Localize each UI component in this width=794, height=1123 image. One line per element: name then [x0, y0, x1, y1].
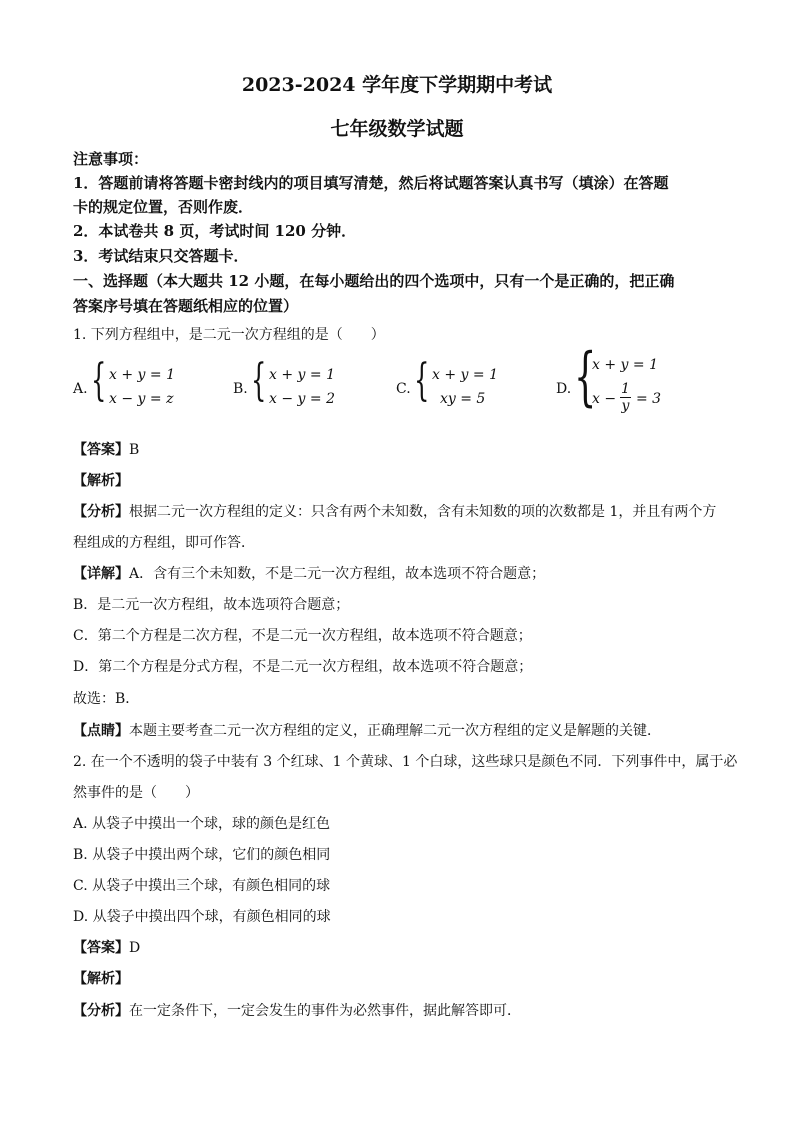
q2-option-a: A. 从袋子中摸出一个球，球的颜色是红色	[73, 816, 331, 832]
brace-icon: {	[414, 355, 430, 406]
q2-fenxi	[73, 1000, 521, 1020]
fraction	[620, 381, 631, 414]
q1-dianjing	[73, 720, 661, 740]
q2-option-b: B. 从袋子中摸出两个球，它们的颜色相同	[73, 847, 331, 863]
answer-value: D	[129, 940, 141, 956]
notes-item-2: 2．本试卷共 8 页，考试时间 120 分钟．	[73, 222, 357, 240]
brace-icon: {	[251, 355, 267, 406]
answer-tag: 【答案】	[73, 940, 129, 956]
equation-1: x + y = 1	[269, 367, 335, 383]
q1-xiangjie-a	[73, 563, 545, 583]
xiangjie-tag: 【详解】	[73, 566, 129, 582]
equation-1: x + y = 1	[592, 357, 658, 373]
equation-2: x − y = z	[109, 391, 174, 407]
brace-icon: {	[574, 340, 597, 414]
question-1-stem: 1. 下列方程组中，是二元一次方程组的是（ ）	[73, 327, 385, 343]
fenxi-tag: 【分析】	[73, 1003, 129, 1019]
q2-answer	[73, 937, 140, 957]
q1-xiangjie-d: D．第二个方程是分式方程，不是二元一次方程组，故本选项不符合题意；	[73, 659, 533, 675]
option-label: A.	[73, 381, 88, 397]
question-2-stem-line-2: 然事件的是（ ）	[73, 785, 199, 801]
notes-item-1-line-1: 1．答题前请将答题卡密封线内的项目填写清楚，然后将试题答案认真书写（填涂）在答题	[73, 174, 669, 192]
equation-1: x + y = 1	[109, 367, 175, 383]
q1-fenxi-line-2: 程组成的方程组，即可作答．	[73, 535, 255, 551]
q1-fenxi-line-1	[73, 501, 716, 521]
section-heading-line-2: 答案序号填在答题纸相应的位置）	[73, 297, 299, 315]
equation-2: x − y = 2	[269, 391, 335, 407]
q1-option-d	[556, 340, 696, 425]
q1-xiangjie-b: B．是二元一次方程组，故本选项符合题意；	[73, 597, 350, 613]
exam-title: 2023-2024 学年度下学期期中考试	[241, 74, 553, 96]
q1-answer	[73, 439, 139, 459]
exam-subtitle: 七年级数学试题	[330, 118, 464, 140]
xiangjie-text: A．含有三个未知数，不是二元一次方程组，故本选项不符合题意；	[129, 566, 546, 582]
q1-option-b	[233, 355, 353, 417]
brace-icon: {	[91, 355, 107, 406]
q1-xiangjie-c: C．第二个方程是二次方程，不是二元一次方程组，故本选项不符合题意；	[73, 628, 532, 644]
fraction-numerator: 1	[621, 381, 630, 397]
q2-option-c: C. 从袋子中摸出三个球，有颜色相同的球	[73, 878, 331, 894]
answer-tag: 【答案】	[73, 442, 129, 458]
option-label: B.	[233, 381, 248, 397]
fenxi-text: 在一定条件下，一定会发生的事件为必然事件，据此解答即可．	[129, 1003, 521, 1019]
dianjing-text: 本题主要考查二元一次方程组的定义，正确理解二元一次方程组的定义是解题的关键．	[129, 723, 661, 739]
equation-2: xy = 5	[440, 391, 486, 407]
notes-heading: 注意事项：	[73, 150, 149, 168]
q1-option-a	[73, 355, 193, 417]
option-label: C.	[396, 381, 411, 397]
fenxi-text: 根据二元一次方程组的定义：只含有两个未知数，含有未知数的项的次数都是 1，并且有两个方	[129, 504, 717, 520]
option-label: D.	[556, 381, 572, 397]
q1-analysis-tag: 【解析】	[73, 473, 129, 489]
q1-conclusion: 故选：B．	[73, 691, 140, 707]
fenxi-tag: 【分析】	[73, 504, 129, 520]
question-2-stem-line-1: 2. 在一个不透明的袋子中装有 3 个红球、1 个黄球、1 个白球，这些球只是颜色不同．下列事件中，属于必	[73, 754, 738, 770]
q2-option-d: D. 从袋子中摸出四个球，有颜色相同的球	[73, 909, 331, 925]
q2-analysis-tag: 【解析】	[73, 971, 129, 987]
equation-2-right: = 3	[636, 391, 662, 407]
notes-item-1-line-2: 卡的规定位置，否则作废．	[73, 198, 254, 216]
dianjing-tag: 【点睛】	[73, 723, 129, 739]
equation-1: x + y = 1	[432, 367, 498, 383]
section-heading-line-1: 一、选择题（本大题共 12 小题，在每小题给出的四个选项中，只有一个是正确的，把正确	[73, 272, 675, 290]
fraction-denominator: y	[621, 398, 630, 414]
answer-value: B	[129, 442, 140, 458]
equation-2-left: x −	[592, 391, 617, 407]
q1-option-c	[396, 355, 516, 417]
notes-item-3: 3．考试结束只交答题卡．	[73, 247, 249, 265]
